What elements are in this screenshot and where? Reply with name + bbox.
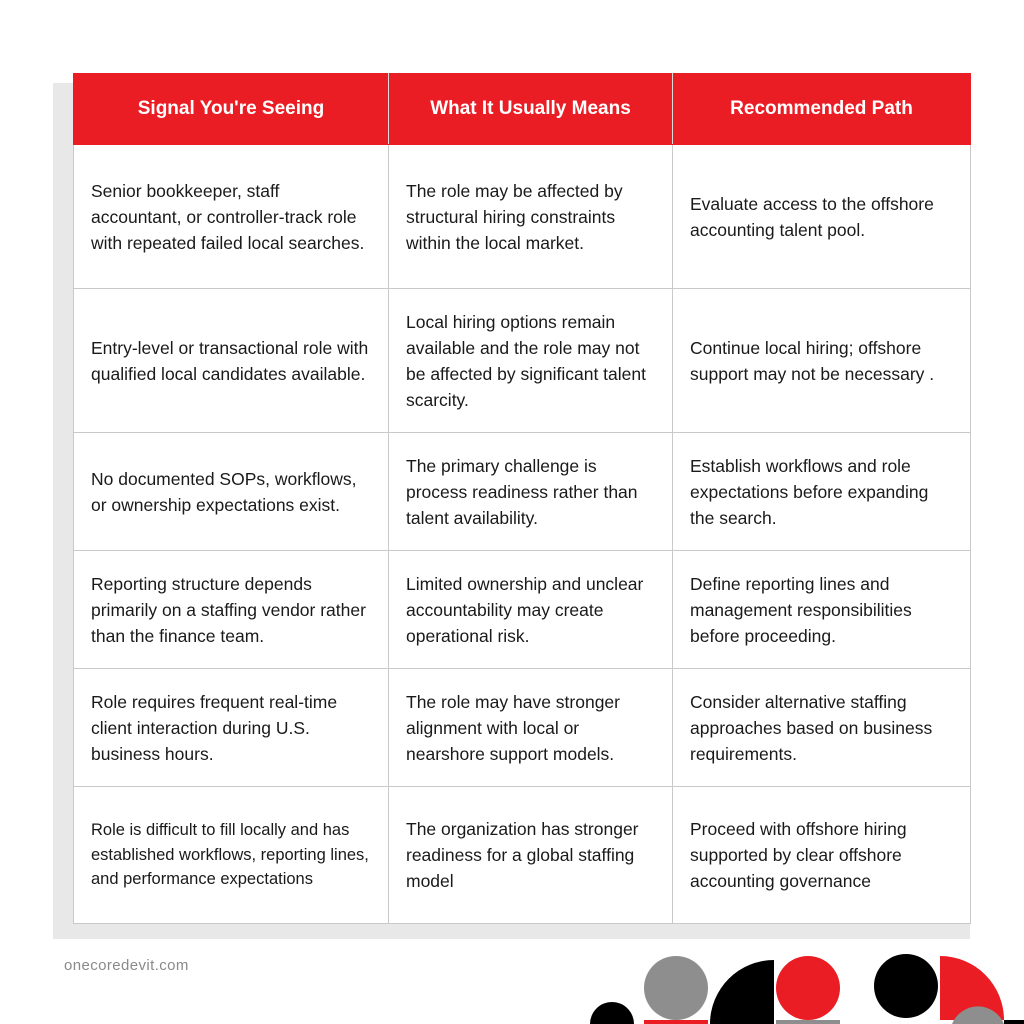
website-url: onecoredevit.com (64, 957, 189, 974)
path-cell: Establish workflows and role expectations before expanding the search. (673, 433, 971, 551)
path-cell: Consider alternative staffing approaches based on business requirements. (673, 669, 971, 787)
signal-cell: Role is difficult to fill locally and has established workflows, reporting lines, and performance expectations (74, 787, 389, 924)
meaning-cell: The role may have stronger alignment with local or nearshore support models. (389, 669, 673, 787)
column-header-path: Recommended Path (673, 74, 971, 145)
meaning-cell: The organization has stronger readiness for a global staffing model (389, 787, 673, 924)
column-header-meaning: What It Usually Means (389, 74, 673, 145)
signal-cell: Entry-level or transactional role with qualified local candidates available. (74, 289, 389, 433)
table-row (74, 289, 971, 433)
signal-cell: Role requires frequent real-time client interaction during U.S. business hours. (74, 669, 389, 787)
signal-cell: Senior bookkeeper, staff accountant, or controller-track role with repeated failed local searches. (74, 145, 389, 289)
path-cell: Define reporting lines and management responsibilities before proceeding. (673, 551, 971, 669)
signal-cell: No documented SOPs, workflows, or ownership expectations exist. (74, 433, 389, 551)
table-row (74, 433, 971, 551)
meaning-cell: The role may be affected by structural hiring constraints within the local market. (389, 145, 673, 289)
meaning-cell: Local hiring options remain available and the role may not be affected by significant talent scarcity. (389, 289, 673, 433)
table-row (74, 551, 971, 669)
table-row (74, 145, 971, 289)
path-cell: Continue local hiring; offshore support may not be necessary . (673, 289, 971, 433)
signal-cell: Reporting structure depends primarily on a staffing vendor rather than the finance team. (74, 551, 389, 669)
table-row (74, 787, 971, 924)
table-row (74, 669, 971, 787)
meaning-cell: Limited ownership and unclear accountability may create operational risk. (389, 551, 673, 669)
path-cell: Proceed with offshore hiring supported by clear offshore accounting governance (673, 787, 971, 924)
header-row (74, 74, 971, 145)
brand-circle-shapes (580, 950, 1024, 1024)
comparison-table (73, 73, 971, 924)
meaning-cell: The primary challenge is process readiness rather than talent availability. (389, 433, 673, 551)
column-header-signal: Signal You're Seeing (74, 74, 389, 145)
path-cell: Evaluate access to the offshore accounting talent pool. (673, 145, 971, 289)
